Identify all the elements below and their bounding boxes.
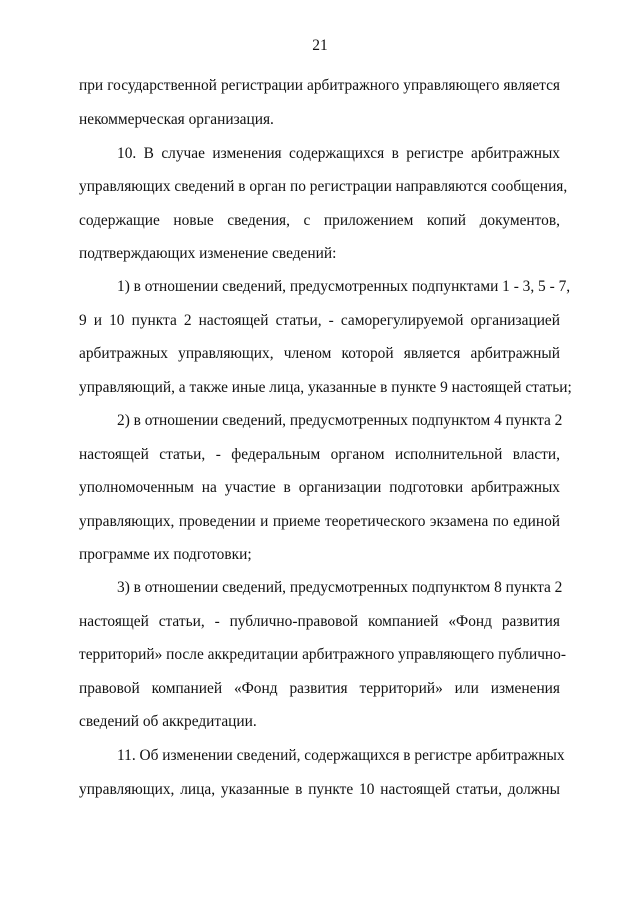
text-line: настоящей статьи, - публично-правовой компанией «Фонд развития: [79, 613, 560, 630]
text-line: территорий» после аккредитации арбитражного управляющего публично-: [79, 646, 566, 663]
text-line: 10. В случае изменения содержащихся в регистре арбитражных: [117, 145, 560, 162]
text-line: уполномоченным на участие в организации подготовки арбитражных: [79, 479, 560, 496]
text-line: 9 и 10 пункта 2 настоящей статьи, - саморегулируемой организацией: [79, 312, 560, 329]
text-line: управляющих сведений в орган по регистрации направляются сообщения,: [79, 178, 568, 195]
text-line: управляющих, лица, указанные в пункте 10 настоящей статьи, должны: [79, 781, 560, 798]
text-line: управляющих, проведении и приеме теоретического экзамена по единой: [79, 513, 560, 530]
text-line: сведений об аккредитации.: [79, 713, 257, 730]
text-line: 3) в отношении сведений, предусмотренных подпунктом 8 пункта 2: [117, 579, 563, 596]
page-number: 21: [312, 37, 328, 54]
text-line: 2) в отношении сведений, предусмотренных подпунктом 4 пункта 2: [117, 412, 563, 429]
text-line: некоммерческая организация.: [79, 111, 274, 128]
text-line: 1) в отношении сведений, предусмотренных подпунктами 1 - 3, 5 - 7,: [117, 278, 571, 295]
text-line: арбитражных управляющих, членом которой является арбитражный: [79, 345, 560, 362]
text-line: 11. Об изменении сведений, содержащихся в регистре арбитражных: [117, 747, 565, 764]
text-line: настоящей статьи, - федеральным органом исполнительной власти,: [79, 446, 560, 463]
text-line: подтверждающих изменение сведений:: [79, 245, 337, 262]
text-line: программе их подготовки;: [79, 546, 252, 563]
text-line: правовой компанией «Фонд развития территорий» или изменения: [79, 680, 560, 697]
text-line: при государственной регистрации арбитражного управляющего является: [79, 77, 560, 94]
text-line: управляющий, а также иные лица, указанные в пункте 9 настоящей статьи;: [79, 379, 572, 396]
text-line: содержащие новые сведения, с приложением копий документов,: [79, 212, 560, 229]
